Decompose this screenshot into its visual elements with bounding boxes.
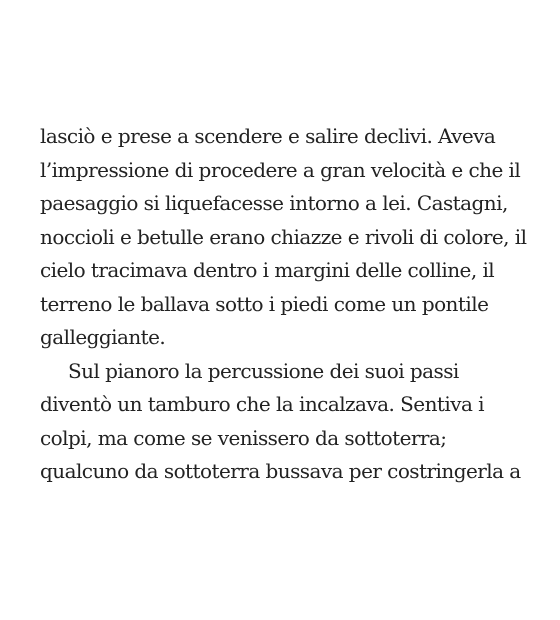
text-line: diventò un tamburo che la incalzava. Sentiva i bbox=[40, 392, 485, 416]
text-line: lasciò e prese a scendere e salire declivi. Aveva bbox=[40, 124, 496, 148]
book-text bbox=[40, 120, 540, 489]
text-line: colpi, ma come se venissero da sottoterra; bbox=[40, 425, 447, 450]
text-line: cielo tracimava dentro i margini delle colline, il bbox=[40, 258, 495, 282]
text-line: l’impressione di procedere a gran velocità e che il bbox=[40, 157, 521, 182]
text-line: terreno le ballava sotto i piedi come un pontile bbox=[40, 291, 489, 316]
text-line: noccioli e betulle erano chiazze e rivoli di colore, il bbox=[40, 224, 527, 249]
text-line: paesaggio si liquefacesse intorno a lei. Castagni, bbox=[40, 191, 508, 215]
text-line: galleggiante. bbox=[40, 325, 166, 349]
text-line: qualcuno da sottoterra bussava per costringerla a bbox=[40, 459, 521, 483]
paragraph-first-line: Sul pianoro la percussione dei suoi passi bbox=[68, 358, 459, 383]
